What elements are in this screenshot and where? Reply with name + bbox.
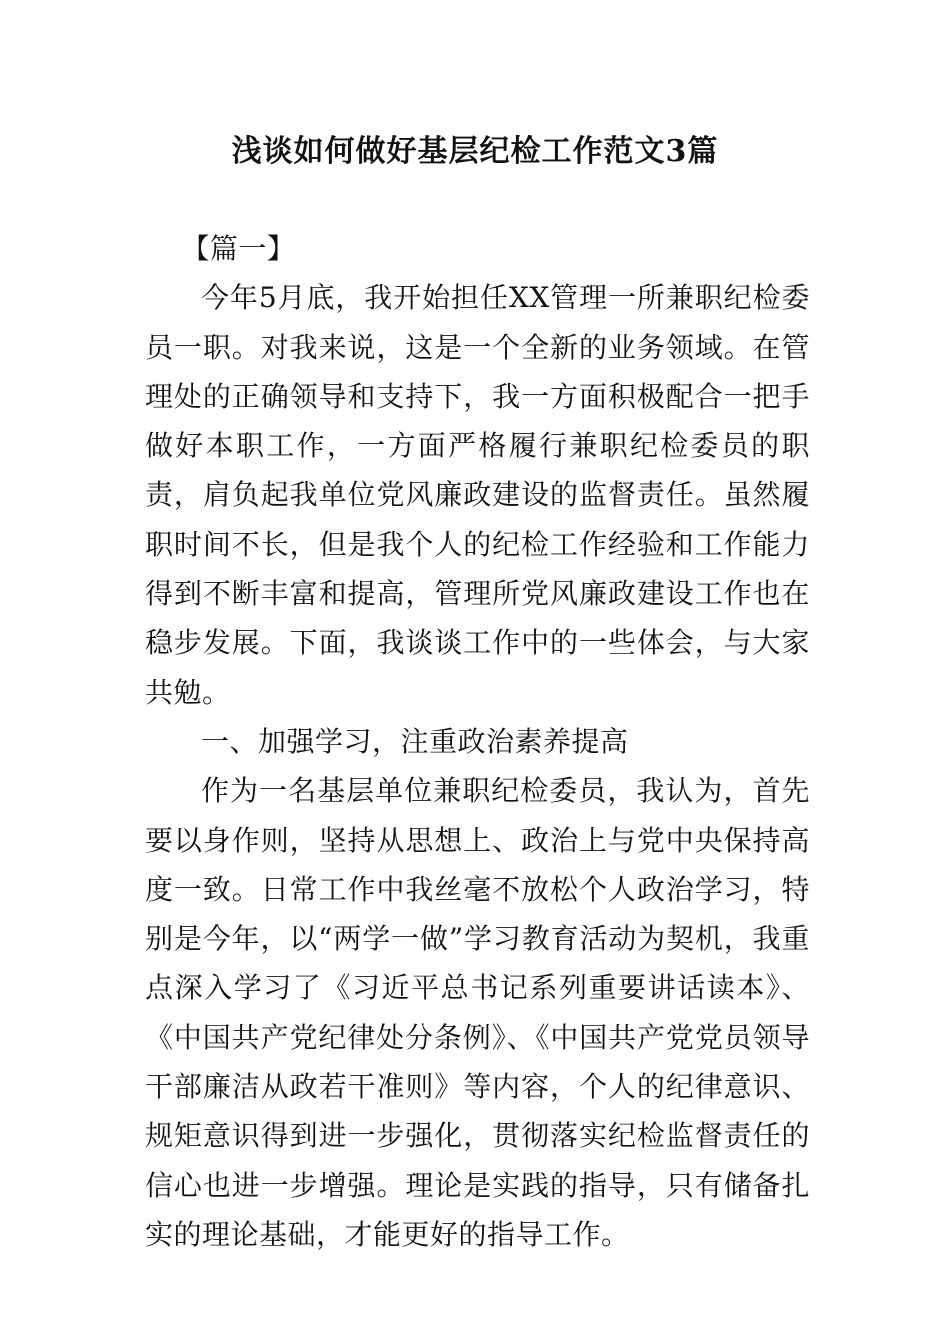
document-title: 浅谈如何做好基层纪检工作范文3篇 (231, 134, 719, 169)
paragraph-study: 作为一名基层单位兼职纪检委员，我认为，首先要以身作则，坚持从思想上、政治上与党中央保持高度一致。日常工作中我丝毫不放松个人政治学习，特别是今年，以“两学一做”学习教育活动为契机，我重点深入学习了《习近平总书记系列重要讲话读本》、《中国共产党纪律处分条例》、《中国共产党党员领导干部廉洁从政若干准则》等内容，个人的纪律意识、规矩意识得到进一步强化，贯彻落实纪检监督责任的信心也进一步增强。理论是实践的指导，只有储备扎实的理论基础，才能更好的指导工作。 (145, 774, 810, 1251)
section-label: 【篇一】 (181, 232, 296, 265)
paragraph-intro: 今年5月底，我开始担任XX管理一所兼职纪检委员一职。对我来说，这是一个全新的业务领域。在管理处的正确领导和支持下，我一方面积极配合一把手做好本职工作，一方面严格履行兼职纪检委员的职责，肩负起我单位党风廉政建设的监督责任。虽然履职时间不长，但是我个人的纪检工作经验和工作能力得到不断丰富和提高，管理所党风廉政建设工作也在稳步发展。下面，我谈谈工作中的一些体会，与大家共勉。 (145, 281, 810, 709)
paragraph-heading-one: 一、加强学习，注重政治素养提高 (201, 724, 629, 758)
document-body (145, 224, 810, 1259)
